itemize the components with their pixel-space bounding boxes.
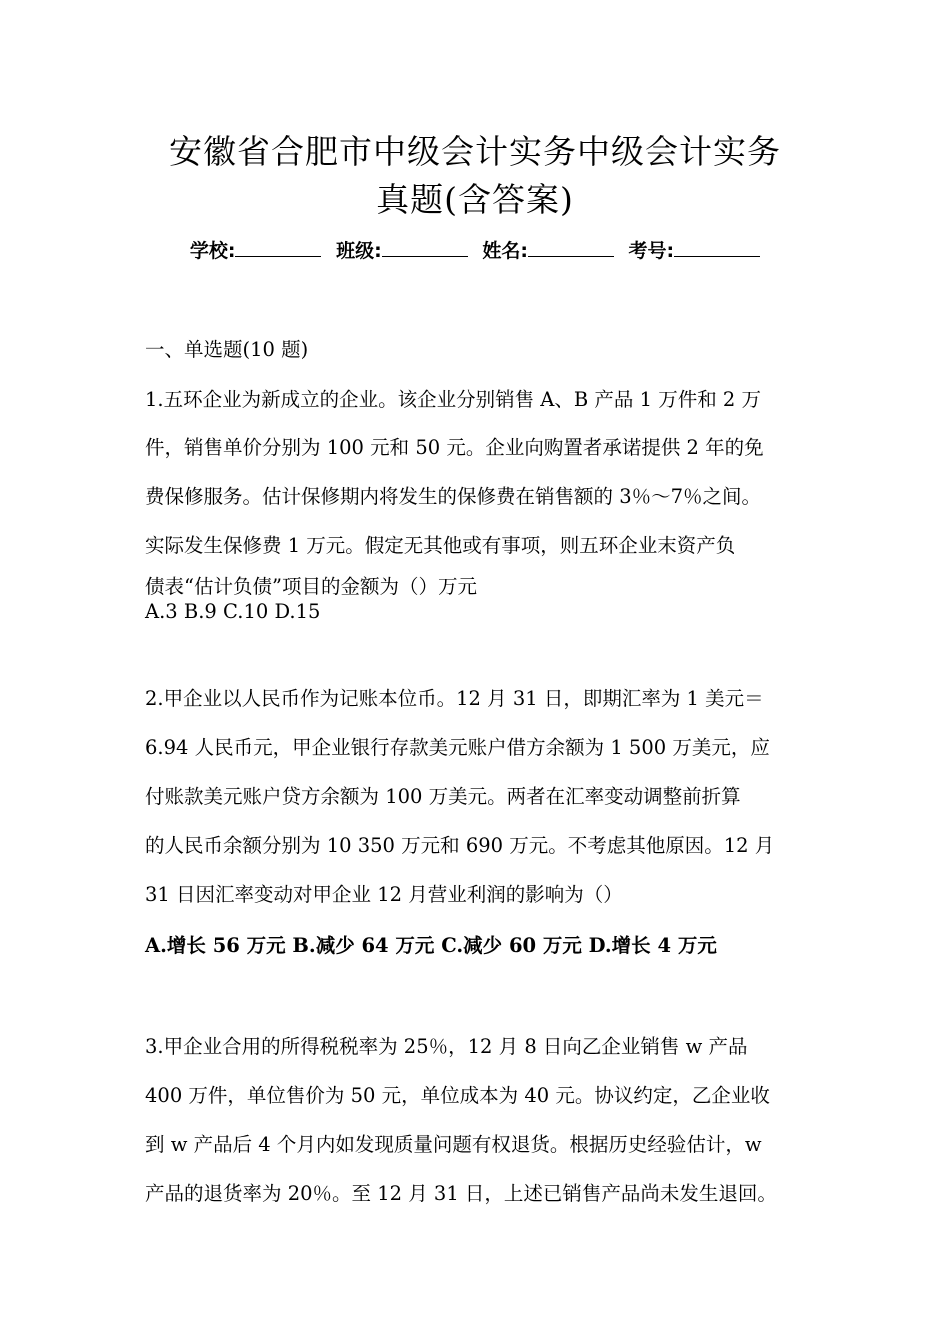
question-3-line: 400 万件，单位售价为 50 元，单位成本为 40 元。协议约定，乙企业收 xyxy=(145,1084,770,1107)
question-3-line: 产品的退货率为 20％。至 12 月 31 日，上述已销售产品尚未发生退回。 xyxy=(145,1182,777,1205)
class-blank xyxy=(382,236,468,257)
exam-number-label: 考号: xyxy=(628,240,675,262)
question-2-line: 6.94 人民币元，甲企业银行存款美元账户借方余额为 1 500 万美元，应 xyxy=(145,736,770,759)
school-blank xyxy=(235,236,321,257)
student-info-line xyxy=(100,236,850,266)
document-title-line-2: 真题(含答案) xyxy=(376,180,574,219)
question-1-options: A.3 B.9 C.10 D.15 xyxy=(145,600,321,623)
exam-number-blank xyxy=(674,236,760,257)
question-2-line: 2.甲企业以人民币作为记账本位币。12 月 31 日，即期汇率为 1 美元＝ xyxy=(145,687,764,710)
question-2-line: 31 日因汇率变动对甲企业 12 月营业利润的影响为（） xyxy=(145,883,623,906)
question-1-line: 件，销售单价分别为 100 元和 50 元。企业向购置者承诺提供 2 年的免 xyxy=(145,436,764,459)
name-blank xyxy=(528,236,614,257)
question-2-line: 付账款美元账户贷方余额为 100 万美元。两者在汇率变动调整前折算 xyxy=(145,785,741,808)
question-3-line: 到 w 产品后 4 个月内如发现质量问题有权退货。根据历史经验估计，w xyxy=(145,1133,762,1156)
document-title-line-1: 安徽省合肥市中级会计实务中级会计实务 xyxy=(169,132,781,171)
question-1-line: 费保修服务。估计保修期内将发生的保修费在销售额的 3％～7％之间。 xyxy=(145,485,762,508)
question-2-line: 的人民币余额分别为 10 350 万元和 690 万元。不考虑其他原因。12 月 xyxy=(145,834,775,857)
class-label: 班级: xyxy=(336,240,382,262)
question-2-options: A.增长 56 万元 B.减少 64 万元 C.减少 60 万元 D.增长 4 万元 xyxy=(145,934,717,957)
school-label: 学校: xyxy=(189,240,236,262)
question-1-line: 债表“估计负债”项目的金额为（）万元 xyxy=(145,575,477,598)
section-heading: 一、单选题(10 题) xyxy=(145,338,309,361)
question-1-line: 1.五环企业为新成立的企业。该企业分别销售 A、B 产品 1 万件和 2 万 xyxy=(145,388,762,411)
name-label: 姓名: xyxy=(482,240,528,262)
question-1-line: 实际发生保修费 1 万元。假定无其他或有事项，则五环企业末资产负 xyxy=(145,534,736,557)
question-3-line: 3.甲企业合用的所得税税率为 25％，12 月 8 日向乙企业销售 w 产品 xyxy=(145,1035,748,1058)
